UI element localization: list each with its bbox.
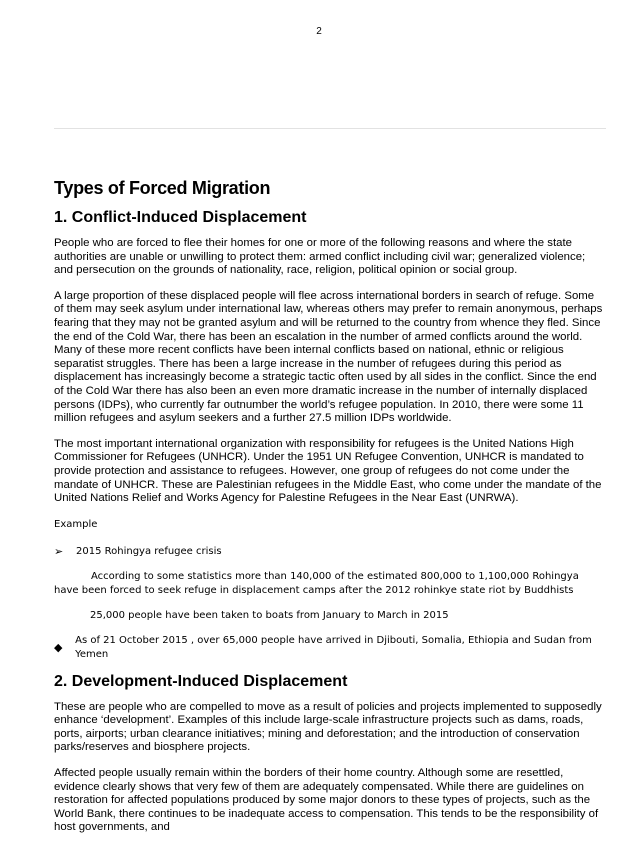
- arrow-bullet-icon: ➢: [54, 544, 64, 558]
- section-heading-conflict: 1. Conflict-Induced Displacement: [54, 209, 307, 226]
- document-body: [54, 178, 606, 847]
- page-number: 2: [316, 26, 322, 37]
- paragraph: The most important international organization with responsibility for refugees is the United Nations High Commissioner for Refugees (UNHCR). Under the 1951 UN Refugee Convention, UNHCR is mandated to provide protection and assistance to refugees. However, one group of refugees do not come under the mandate of UNHCR. These are Palestinian refugees in the Middle East, who come under the mandate of the United Nations Relief and Works Agency for Palestine Refugees in the Near East (UNRWA).: [54, 437, 602, 505]
- example-line: 25,000 people have been taken to boats from January to March in 2015: [90, 609, 449, 621]
- paragraph: A large proportion of these displaced people will flee across international borders in search of refuge. Some of them may seek asylum under international law, whereas others may prefer to remain anonymous, perhaps fearing that they may not be granted asylum and will be returned to the country from whence they fled. Since the end of the Cold War, there has been an escalation in the number of armed conflicts around the world. Many of these more recent conflicts have been internal conflicts based on national, ethnic or religious separatist struggles. There has been a large increase in the number of refugees during this period as displacement has increasingly become a strategic tactic often used by all sides in the conflict. Since the end of the Cold War there has also been an even more dramatic increase in the number of internally displaced persons (IDPs), who currently far outnumber the world’s refugee population. In 2010, there were some 11 million refugees and asylum seekers and a further 27.5 million IDPs worldwide.: [54, 289, 603, 425]
- bullet-text: 2015 Rohingya refugee crisis: [76, 545, 222, 557]
- diamond-bullet-icon: ◆: [54, 640, 63, 654]
- paragraph: Affected people usually remain within the borders of their home country. Although some are resettled, evidence clearly shows that very few of them are adequately compensated. While there are guidelines on restoration for affected populations produced by some major donors to these types of projects, such as the World Bank, there continues to be inadequate access to compensation. This tends to be the responsibility of host governments, and: [54, 767, 599, 834]
- bullet-item: [54, 634, 606, 662]
- bullet-text: As of 21 October 2015 , over 65,000 people have arrived in Djibouti, Somalia, Ethiopia and Sudan from Yemen: [75, 634, 592, 660]
- section-heading-development: 2. Development-Induced Displacement: [54, 672, 348, 690]
- example-label: Example: [54, 518, 98, 530]
- header-divider: [54, 128, 606, 129]
- page-title: Types of Forced Migration: [54, 178, 271, 198]
- paragraph: These are people who are compelled to move as a result of policies and projects implemented to supposedly enhance ‘development’. Examples of this include large-scale infrastructure projects such as dams, roads, ports, airports; urban clearance initiatives; mining and deforestation; and the introduction of conservation parks/reserves and biosphere projects.: [54, 700, 602, 754]
- example-paragraph: According to some statistics more than 140,000 of the estimated 800,000 to 1,100,000 Rohingya have been forced to seek refuge in displacement camps after the 2012 rohinkye state riot by Buddhists: [54, 570, 579, 596]
- bullet-item: [54, 545, 606, 559]
- paragraph: People who are forced to flee their homes for one or more of the following reasons and where the state authorities are unable or unwilling to protect them: armed conflict including civil war; generalized violence; and persecution on the grounds of nationality, race, religion, political opinion or social group.: [54, 237, 586, 277]
